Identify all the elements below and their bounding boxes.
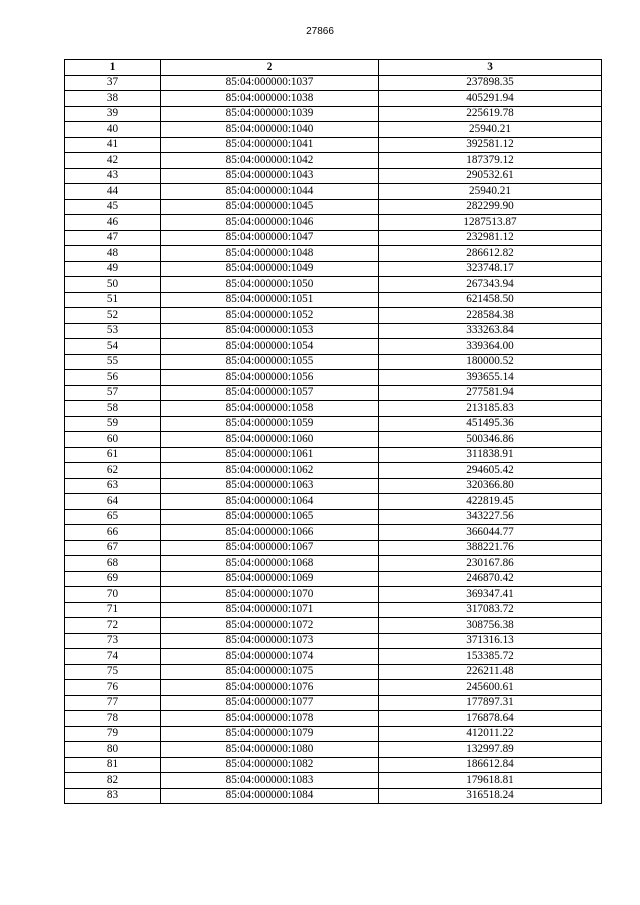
value-cell: 320366.80 <box>379 478 602 494</box>
cadastral-number-cell: 85:04:000000:1069 <box>161 571 379 587</box>
row-number-cell: 72 <box>65 618 161 634</box>
value-cell: 232981.12 <box>379 230 602 246</box>
row-number-cell: 54 <box>65 339 161 355</box>
table-row <box>65 680 602 696</box>
value-cell: 177897.31 <box>379 695 602 711</box>
row-number-cell: 47 <box>65 230 161 246</box>
row-number-cell: 42 <box>65 153 161 169</box>
value-cell: 422819.45 <box>379 494 602 510</box>
value-cell: 392581.12 <box>379 137 602 153</box>
cadastral-number-cell: 85:04:000000:1055 <box>161 354 379 370</box>
cadastral-number-cell: 85:04:000000:1049 <box>161 261 379 277</box>
value-cell: 311838.91 <box>379 447 602 463</box>
row-number-cell: 73 <box>65 633 161 649</box>
table-row <box>65 788 602 804</box>
row-number-cell: 62 <box>65 463 161 479</box>
table-row <box>65 385 602 401</box>
cadastral-number-cell: 85:04:000000:1048 <box>161 246 379 262</box>
table-row <box>65 106 602 122</box>
value-cell: 371316.13 <box>379 633 602 649</box>
row-number-cell: 50 <box>65 277 161 293</box>
table-row <box>65 556 602 572</box>
cadastral-number-cell: 85:04:000000:1070 <box>161 587 379 603</box>
value-cell: 25940.21 <box>379 184 602 200</box>
value-cell: 267343.94 <box>379 277 602 293</box>
table-row <box>65 711 602 727</box>
row-number-cell: 48 <box>65 246 161 262</box>
table-row <box>65 509 602 525</box>
cadastral-number-cell: 85:04:000000:1063 <box>161 478 379 494</box>
value-cell: 277581.94 <box>379 385 602 401</box>
cadastral-number-cell: 85:04:000000:1041 <box>161 137 379 153</box>
cadastral-number-cell: 85:04:000000:1054 <box>161 339 379 355</box>
table-row <box>65 726 602 742</box>
cadastral-number-cell: 85:04:000000:1051 <box>161 292 379 308</box>
table-row <box>65 308 602 324</box>
row-number-cell: 41 <box>65 137 161 153</box>
table-row <box>65 230 602 246</box>
value-cell: 294605.42 <box>379 463 602 479</box>
row-number-cell: 80 <box>65 742 161 758</box>
table-row <box>65 370 602 386</box>
value-cell: 308756.38 <box>379 618 602 634</box>
table-row <box>65 571 602 587</box>
table-row <box>65 664 602 680</box>
row-number-cell: 58 <box>65 401 161 417</box>
value-cell: 500346.86 <box>379 432 602 448</box>
value-cell: 323748.17 <box>379 261 602 277</box>
table-row <box>65 618 602 634</box>
value-cell: 246870.42 <box>379 571 602 587</box>
cadastral-number-cell: 85:04:000000:1040 <box>161 122 379 138</box>
table-row <box>65 122 602 138</box>
cadastral-number-cell: 85:04:000000:1039 <box>161 106 379 122</box>
table-row <box>65 478 602 494</box>
cadastral-number-cell: 85:04:000000:1058 <box>161 401 379 417</box>
cadastral-number-cell: 85:04:000000:1078 <box>161 711 379 727</box>
row-number-cell: 52 <box>65 308 161 324</box>
value-cell: 225619.78 <box>379 106 602 122</box>
cadastral-number-cell: 85:04:000000:1067 <box>161 540 379 556</box>
cadastral-number-cell: 85:04:000000:1059 <box>161 416 379 432</box>
page-number: 27866 <box>306 26 334 37</box>
table-row <box>65 757 602 773</box>
cadastral-number-cell: 85:04:000000:1080 <box>161 742 379 758</box>
row-number-cell: 51 <box>65 292 161 308</box>
table-row <box>65 137 602 153</box>
table-row <box>65 277 602 293</box>
value-cell: 176878.64 <box>379 711 602 727</box>
table-row <box>65 215 602 231</box>
value-cell: 343227.56 <box>379 509 602 525</box>
row-number-cell: 76 <box>65 680 161 696</box>
row-number-cell: 45 <box>65 199 161 215</box>
row-number-cell: 75 <box>65 664 161 680</box>
value-cell: 316518.24 <box>379 788 602 804</box>
row-number-cell: 46 <box>65 215 161 231</box>
table-row <box>65 184 602 200</box>
value-cell: 333263.84 <box>379 323 602 339</box>
value-cell: 369347.41 <box>379 587 602 603</box>
table-row <box>65 246 602 262</box>
row-number-cell: 57 <box>65 385 161 401</box>
table-row <box>65 633 602 649</box>
table-row <box>65 261 602 277</box>
cadastral-number-cell: 85:04:000000:1064 <box>161 494 379 510</box>
cadastral-number-cell: 85:04:000000:1053 <box>161 323 379 339</box>
cadastral-number-cell: 85:04:000000:1075 <box>161 664 379 680</box>
value-cell: 366044.77 <box>379 525 602 541</box>
table-row <box>65 695 602 711</box>
table-row <box>65 649 602 665</box>
row-number-cell: 44 <box>65 184 161 200</box>
table-row <box>65 199 602 215</box>
row-number-cell: 66 <box>65 525 161 541</box>
cadastral-number-cell: 85:04:000000:1047 <box>161 230 379 246</box>
cadastral-number-cell: 85:04:000000:1057 <box>161 385 379 401</box>
row-number-cell: 67 <box>65 540 161 556</box>
cadastral-number-cell: 85:04:000000:1072 <box>161 618 379 634</box>
row-number-cell: 38 <box>65 91 161 107</box>
row-number-cell: 77 <box>65 695 161 711</box>
value-cell: 286612.82 <box>379 246 602 262</box>
value-cell: 412011.22 <box>379 726 602 742</box>
cadastral-number-cell: 85:04:000000:1046 <box>161 215 379 231</box>
row-number-cell: 81 <box>65 757 161 773</box>
table-row <box>65 540 602 556</box>
row-number-cell: 70 <box>65 587 161 603</box>
table-body <box>65 75 602 804</box>
cadastral-number-cell: 85:04:000000:1038 <box>161 91 379 107</box>
cadastral-number-cell: 85:04:000000:1065 <box>161 509 379 525</box>
column-header-1: 1 <box>65 60 161 76</box>
value-cell: 153385.72 <box>379 649 602 665</box>
cadastral-number-cell: 85:04:000000:1066 <box>161 525 379 541</box>
row-number-cell: 65 <box>65 509 161 525</box>
value-cell: 1287513.87 <box>379 215 602 231</box>
row-number-cell: 43 <box>65 168 161 184</box>
cadastral-number-cell: 85:04:000000:1045 <box>161 199 379 215</box>
table-row <box>65 401 602 417</box>
cadastral-number-cell: 85:04:000000:1074 <box>161 649 379 665</box>
cadastral-number-cell: 85:04:000000:1084 <box>161 788 379 804</box>
table-row <box>65 416 602 432</box>
table-row <box>65 742 602 758</box>
value-cell: 213185.83 <box>379 401 602 417</box>
row-number-cell: 49 <box>65 261 161 277</box>
cadastral-number-cell: 85:04:000000:1060 <box>161 432 379 448</box>
value-cell: 186612.84 <box>379 757 602 773</box>
table-row <box>65 339 602 355</box>
parcel-table <box>64 59 602 804</box>
value-cell: 282299.90 <box>379 199 602 215</box>
table-row <box>65 354 602 370</box>
table-row <box>65 602 602 618</box>
value-cell: 179618.81 <box>379 773 602 789</box>
value-cell: 180000.52 <box>379 354 602 370</box>
cadastral-number-cell: 85:04:000000:1062 <box>161 463 379 479</box>
value-cell: 317083.72 <box>379 602 602 618</box>
table-row <box>65 91 602 107</box>
table-header-row <box>65 60 602 76</box>
value-cell: 451495.36 <box>379 416 602 432</box>
value-cell: 621458.50 <box>379 292 602 308</box>
row-number-cell: 79 <box>65 726 161 742</box>
value-cell: 237898.35 <box>379 75 602 91</box>
cadastral-number-cell: 85:04:000000:1076 <box>161 680 379 696</box>
value-cell: 132997.89 <box>379 742 602 758</box>
cadastral-number-cell: 85:04:000000:1073 <box>161 633 379 649</box>
table-row <box>65 153 602 169</box>
row-number-cell: 59 <box>65 416 161 432</box>
table-row <box>65 494 602 510</box>
table-row <box>65 525 602 541</box>
cadastral-number-cell: 85:04:000000:1037 <box>161 75 379 91</box>
row-number-cell: 82 <box>65 773 161 789</box>
row-number-cell: 55 <box>65 354 161 370</box>
table-row <box>65 323 602 339</box>
table-row <box>65 432 602 448</box>
cadastral-number-cell: 85:04:000000:1050 <box>161 277 379 293</box>
table-row <box>65 168 602 184</box>
table-row <box>65 587 602 603</box>
row-number-cell: 61 <box>65 447 161 463</box>
row-number-cell: 74 <box>65 649 161 665</box>
value-cell: 290532.61 <box>379 168 602 184</box>
cadastral-number-cell: 85:04:000000:1079 <box>161 726 379 742</box>
cadastral-number-cell: 85:04:000000:1061 <box>161 447 379 463</box>
row-number-cell: 71 <box>65 602 161 618</box>
row-number-cell: 39 <box>65 106 161 122</box>
row-number-cell: 56 <box>65 370 161 386</box>
cadastral-number-cell: 85:04:000000:1077 <box>161 695 379 711</box>
column-header-3: 3 <box>379 60 602 76</box>
row-number-cell: 64 <box>65 494 161 510</box>
cadastral-number-cell: 85:04:000000:1042 <box>161 153 379 169</box>
value-cell: 25940.21 <box>379 122 602 138</box>
value-cell: 187379.12 <box>379 153 602 169</box>
cadastral-number-cell: 85:04:000000:1044 <box>161 184 379 200</box>
value-cell: 339364.00 <box>379 339 602 355</box>
value-cell: 405291.94 <box>379 91 602 107</box>
table-row <box>65 447 602 463</box>
value-cell: 393655.14 <box>379 370 602 386</box>
cadastral-number-cell: 85:04:000000:1083 <box>161 773 379 789</box>
row-number-cell: 63 <box>65 478 161 494</box>
row-number-cell: 83 <box>65 788 161 804</box>
row-number-cell: 37 <box>65 75 161 91</box>
row-number-cell: 68 <box>65 556 161 572</box>
table-row <box>65 463 602 479</box>
row-number-cell: 69 <box>65 571 161 587</box>
table-row <box>65 75 602 91</box>
value-cell: 245600.61 <box>379 680 602 696</box>
table-row <box>65 292 602 308</box>
row-number-cell: 78 <box>65 711 161 727</box>
cadastral-number-cell: 85:04:000000:1071 <box>161 602 379 618</box>
column-header-2: 2 <box>161 60 379 76</box>
value-cell: 388221.76 <box>379 540 602 556</box>
row-number-cell: 60 <box>65 432 161 448</box>
cadastral-number-cell: 85:04:000000:1043 <box>161 168 379 184</box>
value-cell: 230167.86 <box>379 556 602 572</box>
table-row <box>65 773 602 789</box>
row-number-cell: 53 <box>65 323 161 339</box>
cadastral-number-cell: 85:04:000000:1052 <box>161 308 379 324</box>
cadastral-number-cell: 85:04:000000:1082 <box>161 757 379 773</box>
cadastral-number-cell: 85:04:000000:1068 <box>161 556 379 572</box>
value-cell: 226211.48 <box>379 664 602 680</box>
cadastral-number-cell: 85:04:000000:1056 <box>161 370 379 386</box>
value-cell: 228584.38 <box>379 308 602 324</box>
row-number-cell: 40 <box>65 122 161 138</box>
